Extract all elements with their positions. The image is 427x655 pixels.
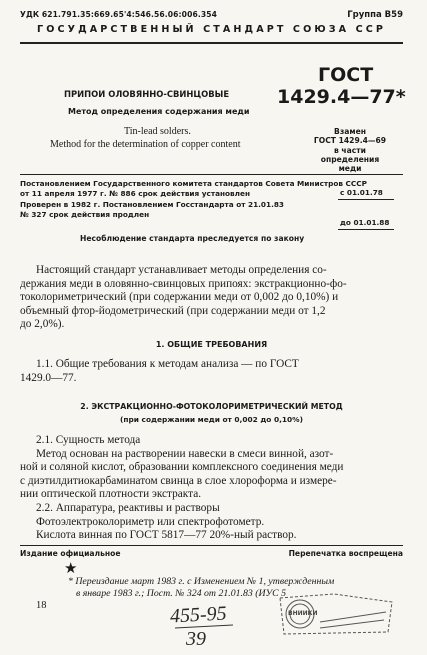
group-code: Группа В59 — [347, 10, 403, 20]
decree-text — [20, 179, 367, 219]
date1-underline — [338, 199, 394, 200]
english-title-line2: Method for the determination of copper content — [50, 139, 241, 150]
replaces-line3: в части определения — [320, 145, 380, 164]
star-icon: ★ — [64, 561, 78, 577]
decree-line4: № 327 срок действия продлен — [20, 209, 150, 219]
section1-line1: 1.1. Общие требования к методам анализа — по ГОСТ — [36, 358, 299, 370]
apparatus-line1: Фотоэлектроколориметр или спектрофотометр. — [36, 515, 265, 528]
method-line3: с диэтилдитиокарбаминатом свинца в слое хлороформа и измере- — [20, 474, 337, 487]
title-rule — [20, 174, 403, 175]
standard-banner: ГОСУДАРСТВЕННЫЙ СТАНДАРТ СОЮЗА ССР — [36, 24, 386, 35]
section1-heading: 1. ОБЩИЕ ТРЕБОВАНИЯ — [155, 340, 268, 349]
handwritten-number: 455-95 — [169, 602, 228, 628]
section2-subheading: (при содержании меди от 0,002 до 0,10%) — [120, 415, 303, 424]
gost-label: ГОСТ — [318, 64, 374, 86]
section2-2-title: 2.2. Аппаратура, реактивы и растворы — [36, 501, 220, 514]
method-line2: ной и соляной кислот, образовании комплексного соединения меди — [20, 461, 344, 474]
section1-line2: 1429.0—77. — [20, 371, 77, 384]
english-title-line1: Tin-lead solders. — [124, 126, 191, 137]
replaces-note — [310, 127, 390, 173]
decree-line2: от 11 апреля 1977 г. № 886 срок действия установлен — [20, 188, 251, 198]
document-subtitle: Метод определения содержания меди — [68, 107, 250, 116]
library-stamp — [276, 592, 396, 636]
replaces-line4: меди — [338, 164, 362, 174]
intro-line4: объемный фтор-йодометрический (при содержании меди от 1,2 — [20, 304, 326, 317]
method-line4: нии оптической плотности экстракта. — [20, 488, 202, 501]
udk-code: УДК 621.791.35:669.65'4:546.56.06:006.354 — [20, 10, 217, 19]
footnote-line1: * Переиздание март 1983 г. с Изменением № 1, утвержденным — [68, 576, 335, 587]
gost-number: 1429.4—77* — [277, 86, 406, 108]
intro-line3: токолориметрический (при содержании меди от 0,002 до 0,10%) и — [20, 291, 339, 304]
method-line1: Метод основан на растворении навески в смеси винной, азот- — [36, 447, 334, 460]
intro-line5: до 2,0%). — [20, 318, 65, 331]
reprint-prohibited: Перепечатка воспрещена — [288, 549, 403, 558]
section2-heading: 2. ЭКСТРАКЦИОННО-ФОТОКОЛОРИМЕТРИЧЕСКИЙ МЕТОД — [80, 402, 343, 411]
section1-body — [20, 358, 403, 385]
legal-warning: Несоблюдение стандарта преследуется по закону — [80, 234, 305, 243]
decree-line1: Постановлением Государственного комитета стандартов Совета Министров СССР — [20, 179, 367, 188]
intro-paragraph — [20, 264, 403, 332]
apparatus-line2: Кислота винная по ГОСТ 5817—77 20%-ный раствор. — [36, 529, 297, 542]
header-rule — [20, 42, 403, 44]
replaces-line1: Взамен — [334, 127, 366, 136]
stamp-text: ВНИИКИ — [288, 610, 318, 617]
date2-underline — [338, 229, 394, 230]
footer-rule — [20, 545, 403, 546]
decree-line3: Проверен в 1982 г. Постановлением Госстандарта от 21.01.83 — [20, 200, 284, 210]
intro-line2: держания меди в оловянно-свинцовых припоях: экстракционно-фо- — [20, 277, 347, 290]
section2-1-title: 2.1. Сущность метода — [36, 434, 141, 446]
section2-body — [20, 434, 403, 543]
effective-date: с 01.01.78 — [340, 188, 383, 197]
replaces-line2: ГОСТ 1429.4—69 — [313, 136, 387, 146]
document-title: ПРИПОИ ОЛОВЯННО-СВИНЦОВЫЕ — [64, 89, 230, 99]
page-number: 18 — [36, 600, 47, 611]
extended-date: до 01.01.88 — [340, 218, 390, 227]
handwritten-number-2: 39 — [186, 628, 206, 650]
official-edition: Издание официальное — [20, 549, 121, 558]
intro-line1: Настоящий стандарт устанавливает методы определения со- — [36, 264, 327, 276]
footnote-line2: в январе 1983 г.; Пост. № 324 от 21.01.83 (ИУС 5 — [76, 588, 287, 599]
